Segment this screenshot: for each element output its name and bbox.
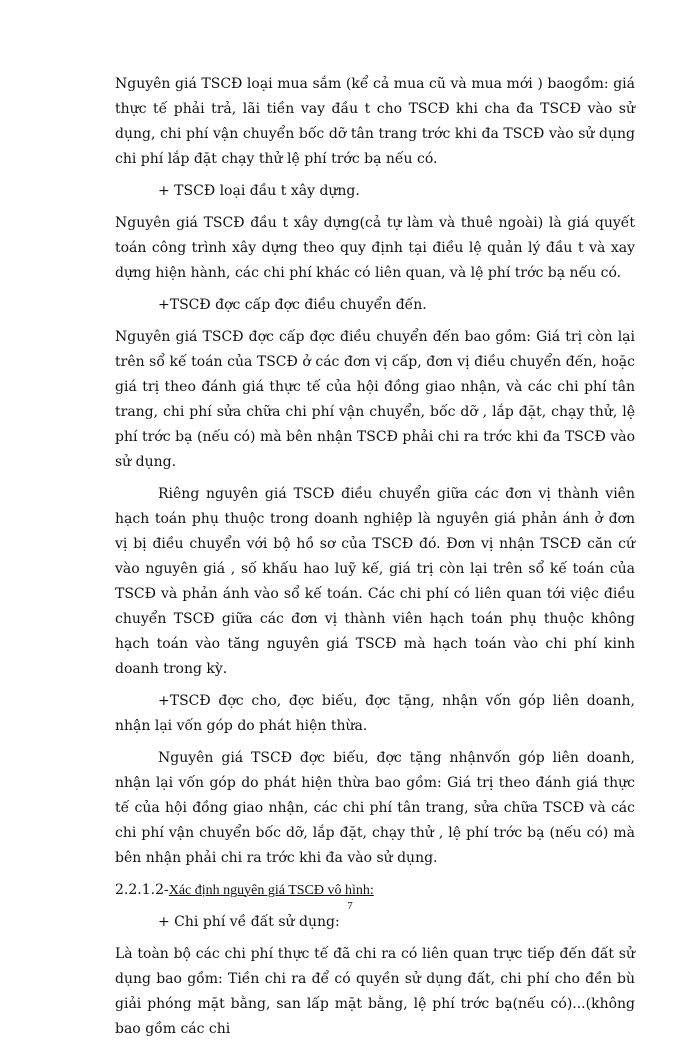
paragraph-construction-asset-cost: Nguyên giá TSCĐ đầu t xây dựng(cả tự làm và thuê ngoài) là giá quyết toán công trình xây dựng theo quy định tại điều lệ quản lý đầu t và xay dựng hiện hành, các chi phí khác có liên quan, và lệ phí trớc bạ nếu có. bbox=[115, 215, 635, 281]
item-land-use-cost: + Chi phí về đất sử dụng: bbox=[158, 914, 340, 930]
paragraph-land-use-cost: Là toàn bộ các chi phí thực tế đã chi ra có liên quan trực tiếp đến đất sử dụng bao gồm: Tiền chi ra để có quyền sử dụng đất, chi phí cho đền bù giải phóng mặt bằng, san lấp mặt bằng, lệ phí trớc bạ(nếu có)...(không bao gồm các chi bbox=[115, 946, 635, 1037]
paragraph-transferred-asset-cost: Nguyên giá TSCĐ đợc cấp đợc điều chuyển đến bao gồm: Giá trị còn lại trên sổ kế toán của TSCĐ ở các đơn vị cấp, đơn vị điều chuyển đến, hoặc giá trị theo đánh giá thực tế của hội đồng giao nhận, và các chi phí tân trang, chi phí sửa chữa chi phí vận chuyển, bốc dỡ , lắp đặt, chạy thử, lệ phí trớc bạ (nếu có) mà bên nhận TSCĐ phải chi ra trớc khi đa TSCĐ vào sử dụng. bbox=[115, 329, 635, 470]
item-donated-asset: +TSCĐ đợc cho, đợc biếu, đợc tặng, nhận vốn góp liên doanh, nhận lại vốn góp do phát hiện thừa. bbox=[115, 693, 635, 734]
page-number: 7 bbox=[347, 900, 353, 912]
paragraph-donated-asset-cost: Nguyên giá TSCĐ đợc biếu, đợc tặng nhậnvốn góp liên doanh, nhận lại vốn góp do phát hiện thừa bao gồm: Giá trị theo đánh giá thực tế của hội đồng giao nhận, các chi phí tân trang, sửa chữa TSCĐ và các chi phí vận chuyển bốc dỡ, lắp đặt, chạy thử , lệ phí trớc bạ (nếu có) mà bên nhận phải chi ra trớc khi đa vào sử dụng. bbox=[115, 750, 635, 866]
section-heading-title: Xác định nguyên giá TSCĐ vô hình: bbox=[168, 883, 374, 898]
section-heading-number: 2.2.1.2- bbox=[115, 882, 169, 898]
item-construction-asset: + TSCĐ loại đầu t xây dựng. bbox=[158, 183, 360, 199]
paragraph-internal-transfer: Riêng nguyên giá TSCĐ điều chuyển giữa các đơn vị thành viên hạch toán phụ thuộc trong doanh nghiệp là nguyên giá phản ánh ở đơn vị bị điều chuyển với bộ hồ sơ của TSCĐ đó. Đơn vị nhận TSCĐ căn cứ vào nguyên giá , số khấu hao luỹ kế, giá trị còn lại trên sổ kế toán của TSCĐ và phản ánh vào sổ kế toán. Các chi phí có liên quan tới việc điều chuyển TSCĐ giữa các đơn vị thành viên hạch toán phụ thuộc không hạch toán vào tăng nguyên giá TSCĐ mà hạch toán vào chi phí kinh doanh trong kỳ. bbox=[115, 486, 635, 677]
item-transferred-asset: +TSCĐ đợc cấp đợc điều chuyển đến. bbox=[158, 297, 427, 313]
paragraph-purchased-asset-cost: Nguyên giá TSCĐ loại mua sắm (kể cả mua cũ và mua mới ) baogồm: giá thực tế phải trả, lãi tiền vay đầu t cho TSCĐ khi cha đa TSCĐ vào sử dụng, chi phí vận chuyển bốc dỡ tân trang trớc khi đa TSCĐ vào sử dụng chi phí lắp đặt chạy thử lệ phí trớc bạ nếu có. bbox=[115, 76, 635, 167]
